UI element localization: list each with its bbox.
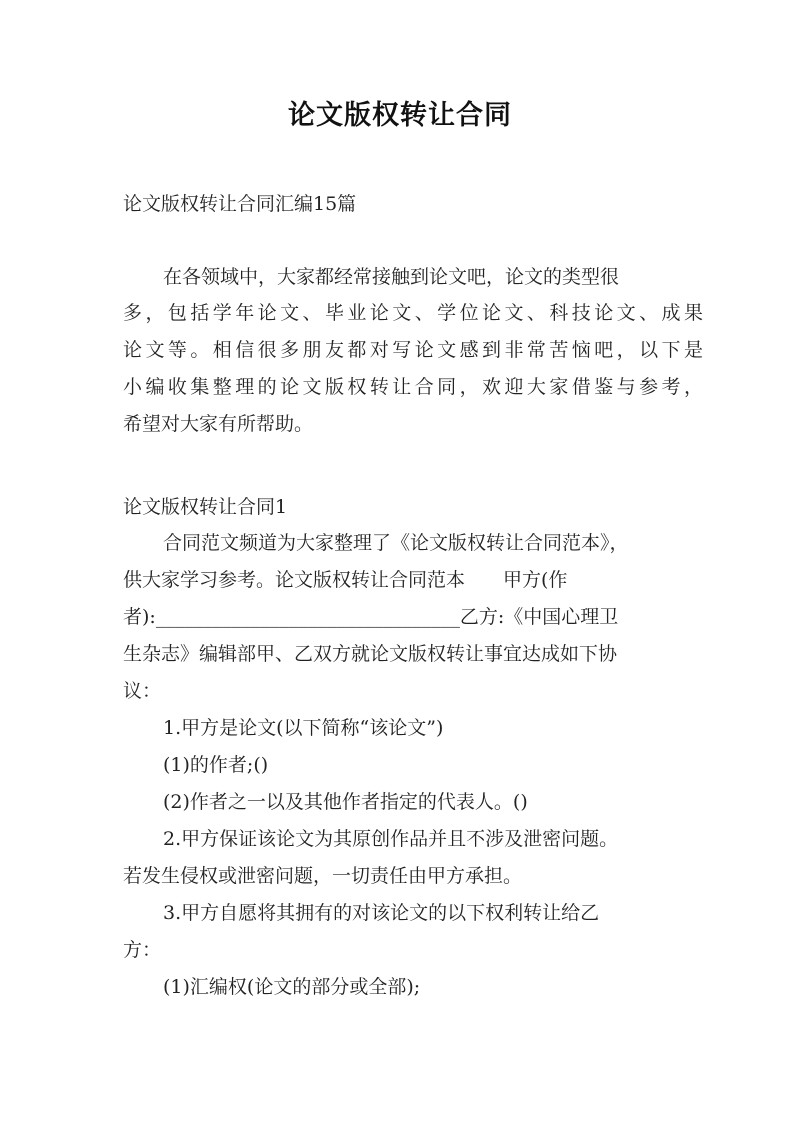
intro-line: 在各领域中，大家都经常接触到论文吧，论文的类型很	[163, 266, 620, 288]
body-line: 者):________________________________乙方:《中国心理卫	[123, 606, 619, 628]
intro-line: 论文等。相信很多朋友都对写论文感到非常苦恼吧，以下是	[123, 339, 703, 361]
body-line: 合同范文频道为大家整理了《论文版权转让合同范本》，	[163, 532, 629, 554]
intro-line: 希望对大家有所帮助。	[123, 413, 314, 435]
body-line: 生杂志》编辑部甲、乙双方就论文版权转让事宜达成如下协	[123, 643, 618, 665]
section-heading: 论文版权转让合同1	[123, 496, 288, 518]
intro-line: 小编收集整理的论文版权转让合同，欢迎大家借鉴与参考，	[123, 376, 703, 398]
body-line: (2)作者之一以及其他作者指定的代表人。()	[163, 791, 528, 813]
body-line: 2.甲方保证该论文为其原创作品并且不涉及泄密问题。	[163, 828, 619, 850]
body-line: (1)汇编权(论文的部分或全部);	[163, 976, 421, 998]
body-line: 供大家学习参考。论文版权转让合同范本 甲方(作	[123, 569, 568, 591]
body-line: 1.甲方是论文(以下简称“该论文”)	[163, 717, 444, 739]
intro-line: 多，包括学年论文、毕业论文、学位论文、科技论文、成果	[123, 302, 703, 324]
document-title: 论文版权转让合同	[288, 100, 512, 131]
body-line: 方：	[123, 939, 162, 961]
body-line: 3.甲方自愿将其拥有的对该论文的以下权利转让给乙	[163, 902, 600, 924]
body-line: 若发生侵权或泄密问题，一切责任由甲方承担。	[123, 865, 523, 887]
body-line: (1)的作者;()	[163, 754, 269, 776]
document-subtitle: 论文版权转让合同汇编15篇	[123, 193, 357, 215]
body-line: 议：	[123, 680, 162, 702]
